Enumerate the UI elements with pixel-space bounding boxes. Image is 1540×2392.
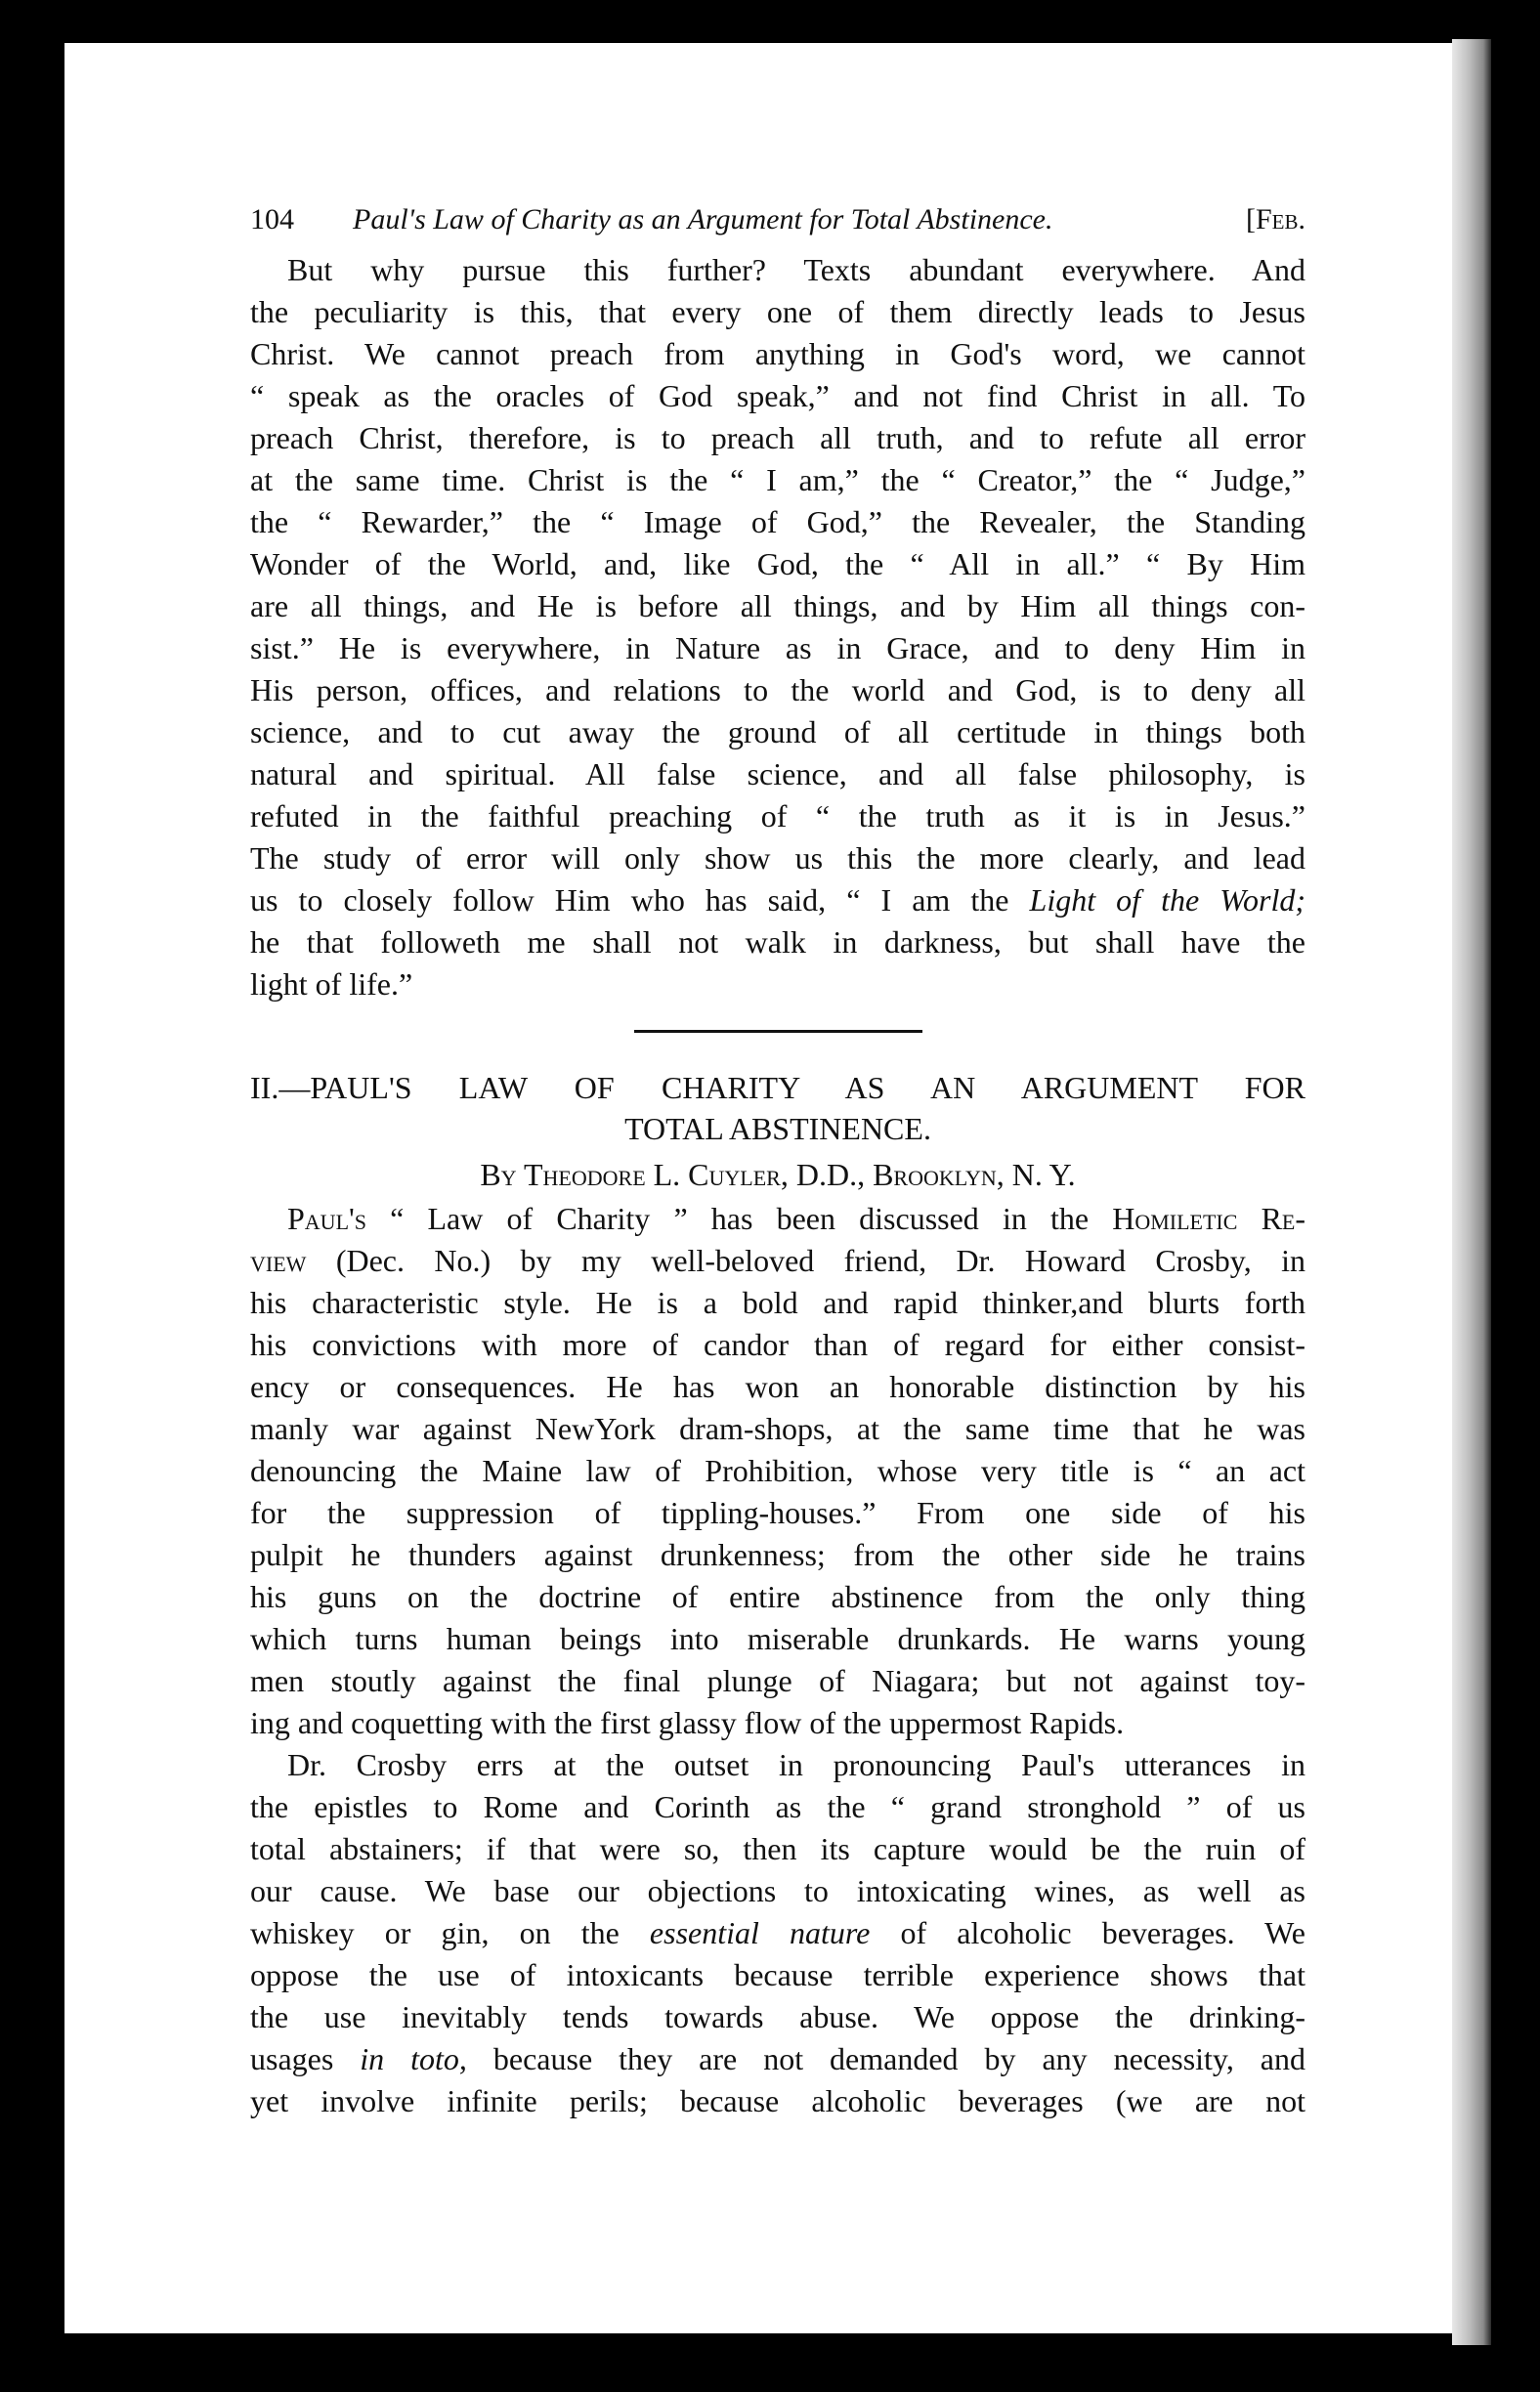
text-line: But why pursue this further? Texts abundant everywhere. And xyxy=(287,252,1305,287)
text-line: our cause. We base our objections to intoxicating wines, as well as xyxy=(250,1873,1305,1908)
article-paragraph-1 xyxy=(250,1198,1305,1744)
text-line: Dr. Crosby errs at the outset in pronouncing Paul's utterances in xyxy=(287,1747,1305,1782)
text-line: sist.” He is everywhere, in Nature as in Grace, and to deny Him in xyxy=(250,630,1305,665)
text-line: Christ. We cannot preach from anything in God's word, we cannot xyxy=(250,336,1305,371)
text-line: Wonder of the World, and, like God, the “ All in all.” “ By Him xyxy=(250,546,1305,581)
running-head xyxy=(250,191,1305,249)
text-line: the use inevitably tends towards abuse. We oppose the drinking- xyxy=(250,1999,1305,2034)
italic-phrase: in toto, xyxy=(360,2041,467,2076)
text-segment: Paul's xyxy=(287,1201,367,1236)
text-segment: (Dec. No.) by my well-beloved friend, Dr. Howard Crosby, in xyxy=(306,1243,1305,1278)
text-line: for the suppression of tippling-houses.” From one side of his xyxy=(250,1495,1305,1530)
article-title-line: II.—PAUL'S LAW OF CHARITY AS AN ARGUMENT FOR xyxy=(250,1070,1305,1105)
running-title: Paul's Law of Charity as an Argument for Total Abstinence. xyxy=(353,203,1053,235)
text-line: oppose the use of intoxicants because terrible experience shows that xyxy=(250,1957,1305,1992)
italic-phrase: essential nature xyxy=(649,1915,871,1950)
text-line: he that followeth me shall not walk in darkness, but shall have the xyxy=(250,924,1305,960)
text-line: total abstainers; if that were so, then its capture would be the ruin of xyxy=(250,1831,1305,1866)
opening-paragraph xyxy=(250,249,1305,1005)
text-segment: us to closely follow Him who has said, “ I am the xyxy=(250,882,1030,918)
section-divider xyxy=(634,1030,922,1033)
text-line xyxy=(250,879,1305,921)
text-line: ing and coquetting with the first glassy flow of the uppermost Rapids. xyxy=(250,1705,1125,1740)
text-line: yet involve infinite perils; because alcoholic beverages (we are not xyxy=(250,2083,1305,2118)
text-line: “ speak as the oracles of God speak,” and not find Christ in all. To xyxy=(250,378,1305,413)
text-segment: “ Law of Charity ” has been discussed in the xyxy=(366,1201,1113,1236)
text-line: are all things, and He is before all things, and by Him all things con- xyxy=(250,588,1305,623)
text-segment: because they are not demanded by any necessity, and xyxy=(466,2041,1306,2076)
text-line: denouncing the Maine law of Prohibition, whose very title is “ an act xyxy=(250,1453,1305,1488)
text-line: men stoutly against the final plunge of Niagara; but not against toy- xyxy=(250,1663,1305,1698)
text-line: the epistles to Rome and Corinth as the “ grand stronghold ” of us xyxy=(250,1789,1305,1824)
text-segment: whiskey or gin, on the xyxy=(250,1915,650,1950)
page-number: 104 xyxy=(250,203,294,235)
running-month: [Feb. xyxy=(1245,203,1305,235)
text-line: the “ Rewarder,” the “ Image of God,” the Revealer, the Standing xyxy=(250,504,1305,539)
text-line: his characteristic style. He is a bold and rapid thinker,and blurts forth xyxy=(250,1285,1305,1320)
author-byline: By Theodore L. Cuyler, D.D., Brooklyn, N. Y. xyxy=(480,1157,1076,1192)
text-segment: usages xyxy=(250,2041,361,2076)
text-line: The study of error will only show us this the more clearly, and lead xyxy=(250,840,1305,876)
text-segment: of alcoholic beverages. We xyxy=(870,1915,1306,1950)
article-title xyxy=(250,1067,1305,1149)
page-content xyxy=(250,191,1305,2122)
text-line: at the same time. Christ is the “ I am,” the “ Creator,” the “ Judge,” xyxy=(250,462,1305,497)
page-edge xyxy=(1452,39,1491,2345)
text-line: light of life.” xyxy=(250,966,413,1002)
text-line xyxy=(250,1240,1305,1282)
text-line: refuted in the faithful preaching of “ the truth as it is in Jesus.” xyxy=(250,798,1305,833)
text-line: pulpit he thunders against drunkenness; from the other side he trains xyxy=(250,1537,1305,1572)
text-line xyxy=(250,2038,1305,2080)
text-line: ency or consequences. He has won an honorable distinction by his xyxy=(250,1369,1305,1404)
text-line: manly war against NewYork dram-shops, at the same time that he was xyxy=(250,1411,1305,1446)
text-line: the peculiarity is this, that every one of them directly leads to Jesus xyxy=(250,294,1305,329)
text-line: his convictions with more of candor than of regard for either consist- xyxy=(250,1327,1305,1362)
text-line: natural and spiritual. All false science, and all false philosophy, is xyxy=(250,756,1305,791)
text-segment: Homiletic Re- xyxy=(1112,1201,1306,1236)
text-line xyxy=(250,1198,1305,1240)
text-line: his guns on the doctrine of entire abstinence from the only thing xyxy=(250,1579,1305,1614)
text-line: preach Christ, therefore, is to preach all truth, and to refute all error xyxy=(250,420,1305,455)
article-title-line: TOTAL ABSTINENCE. xyxy=(624,1111,931,1146)
italic-phrase: Light of the World; xyxy=(1029,882,1305,918)
article-paragraph-2 xyxy=(250,1744,1305,2122)
text-line: science, and to cut away the ground of all certitude in things both xyxy=(250,714,1305,749)
text-line xyxy=(250,1912,1305,1954)
text-segment: view xyxy=(250,1243,307,1278)
text-line: which turns human beings into miserable drunkards. He warns young xyxy=(250,1621,1305,1656)
text-line: His person, offices, and relations to the world and God, is to deny all xyxy=(250,672,1305,707)
